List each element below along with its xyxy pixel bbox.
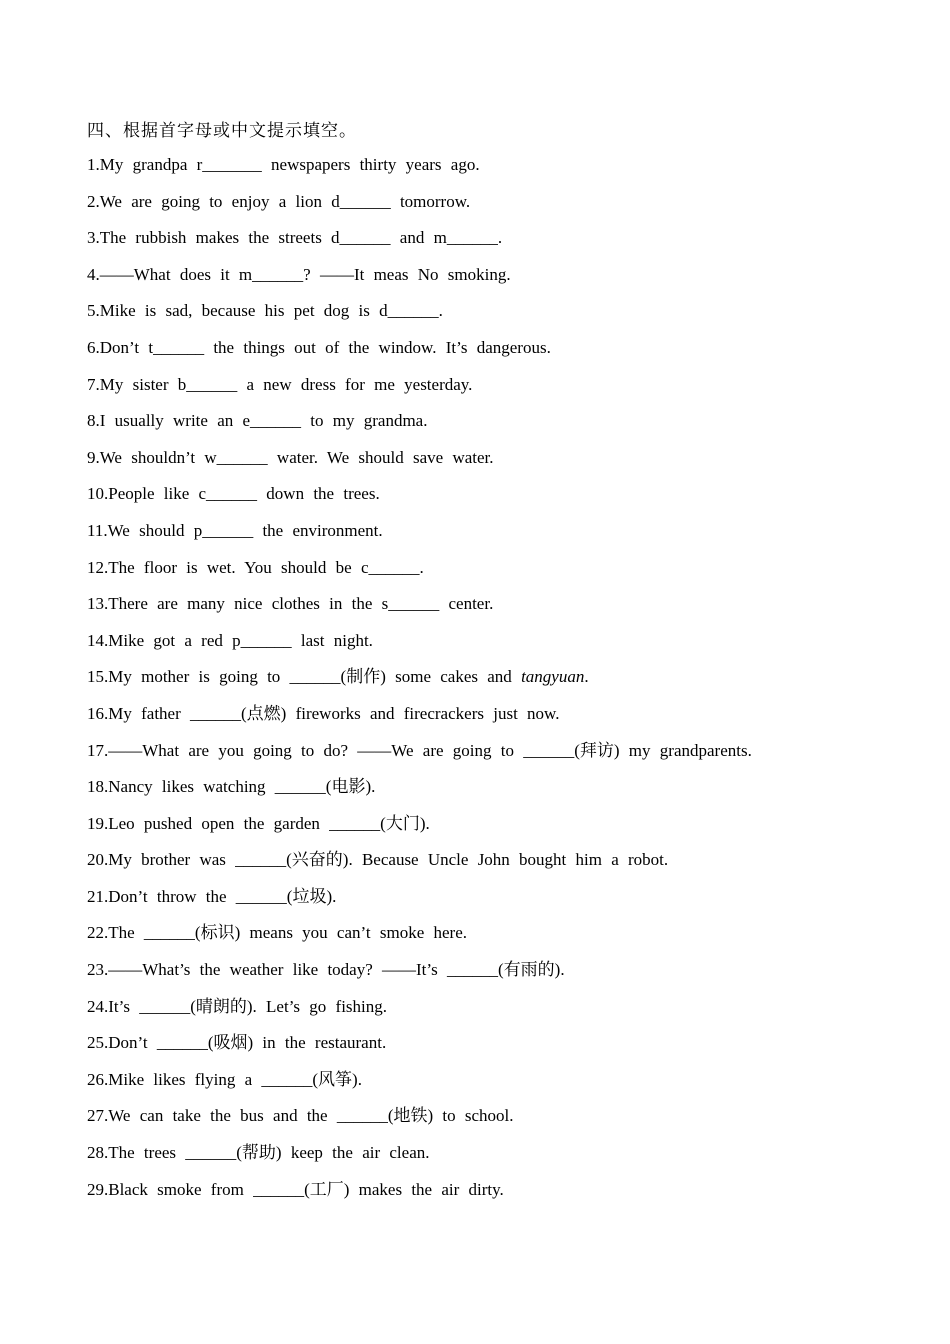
question-item xyxy=(87,443,887,480)
question-text: 13.There are many nice clothes in the s______ center. xyxy=(87,594,494,614)
question-item xyxy=(87,406,887,443)
question-text: 15.My mother is going to ______(制作) some cakes and tangyuan. xyxy=(87,667,589,687)
question-text: 10.People like c______ down the trees. xyxy=(87,484,380,504)
question-item xyxy=(87,736,887,773)
question-text: 16.My father ______(点燃) fireworks and firecrackers just now. xyxy=(87,703,560,723)
question-item xyxy=(87,845,887,882)
question-text: 21.Don’t throw the ______(垃圾). xyxy=(87,886,337,906)
question-item xyxy=(87,516,887,553)
question-item xyxy=(87,1065,887,1102)
question-item xyxy=(87,699,887,736)
question-text: 29.Black smoke from ______(工厂) makes the air dirty. xyxy=(87,1179,504,1199)
question-item xyxy=(87,1175,887,1212)
question-item xyxy=(87,150,887,187)
section-heading: 四、根据首字母或中文提示填空。 xyxy=(87,121,357,140)
question-item xyxy=(87,955,887,992)
question-text: 8.I usually write an e______ to my grandma. xyxy=(87,411,428,431)
question-item xyxy=(87,296,887,333)
question-text: 3.The rubbish makes the streets d______ and m______. xyxy=(87,228,503,248)
question-text: 7.My sister b______ a new dress for me yesterday. xyxy=(87,374,473,394)
question-text: 14.Mike got a red p______ last night. xyxy=(87,630,373,650)
question-item xyxy=(87,333,887,370)
question-text: 26.Mike likes flying a ______(风筝). xyxy=(87,1069,362,1089)
question-item xyxy=(87,370,887,407)
question-text: 23.——What’s the weather like today? ——It’s ______(有雨的). xyxy=(87,960,565,980)
question-text: 9.We shouldn’t w______ water. We should save water. xyxy=(87,447,494,467)
question-item xyxy=(87,918,887,955)
question-item xyxy=(87,553,887,590)
question-item xyxy=(87,662,887,699)
question-text: 2.We are going to enjoy a lion d______ tomorrow. xyxy=(87,191,471,211)
question-text: 19.Leo pushed open the garden ______(大门). xyxy=(87,813,430,833)
question-text: 25.Don’t ______(吸烟) in the restaurant. xyxy=(87,1033,387,1053)
question-item xyxy=(87,1028,887,1065)
question-text: 4.——What does it m______? ——It meas No smoking. xyxy=(87,264,511,284)
question-text: 1.My grandpa r_______ newspapers thirty years ago. xyxy=(87,155,480,174)
question-item xyxy=(87,809,887,846)
question-text: 28.The trees ______(帮助) keep the air clean. xyxy=(87,1143,430,1163)
question-item xyxy=(87,260,887,297)
question-text: 6.Don’t t______ the things out of the window. It’s dangerous. xyxy=(87,337,551,357)
question-item xyxy=(87,1138,887,1175)
question-text: 27.We can take the bus and the ______(地铁) to school. xyxy=(87,1106,514,1126)
question-text: 12.The floor is wet. You should be c______. xyxy=(87,557,424,577)
question-text: 17.——What are you going to do? ——We are going to ______(拜访) my grandparents. xyxy=(87,740,752,760)
question-text: 5.Mike is sad, because his pet dog is d______. xyxy=(87,301,443,321)
question-text: 20.My brother was ______(兴奋的). Because Uncle John bought him a robot. xyxy=(87,850,669,870)
question-item xyxy=(87,1101,887,1138)
question-item xyxy=(87,223,887,260)
question-item xyxy=(87,882,887,919)
question-item xyxy=(87,772,887,809)
question-item xyxy=(87,187,887,224)
question-text: 18.Nancy likes watching ______(电影). xyxy=(87,777,376,797)
question-item xyxy=(87,479,887,516)
question-text: 22.The ______(标识) means you can’t smoke here. xyxy=(87,923,467,943)
italic-term: tangyuan xyxy=(521,667,585,687)
question-item xyxy=(87,626,887,663)
question-text: 24.It’s ______(晴朗的). Let’s go fishing. xyxy=(87,996,388,1016)
question-text: 11.We should p______ the environment. xyxy=(87,520,383,540)
question-item xyxy=(87,589,887,626)
question-list xyxy=(87,150,887,1211)
question-item xyxy=(87,992,887,1029)
